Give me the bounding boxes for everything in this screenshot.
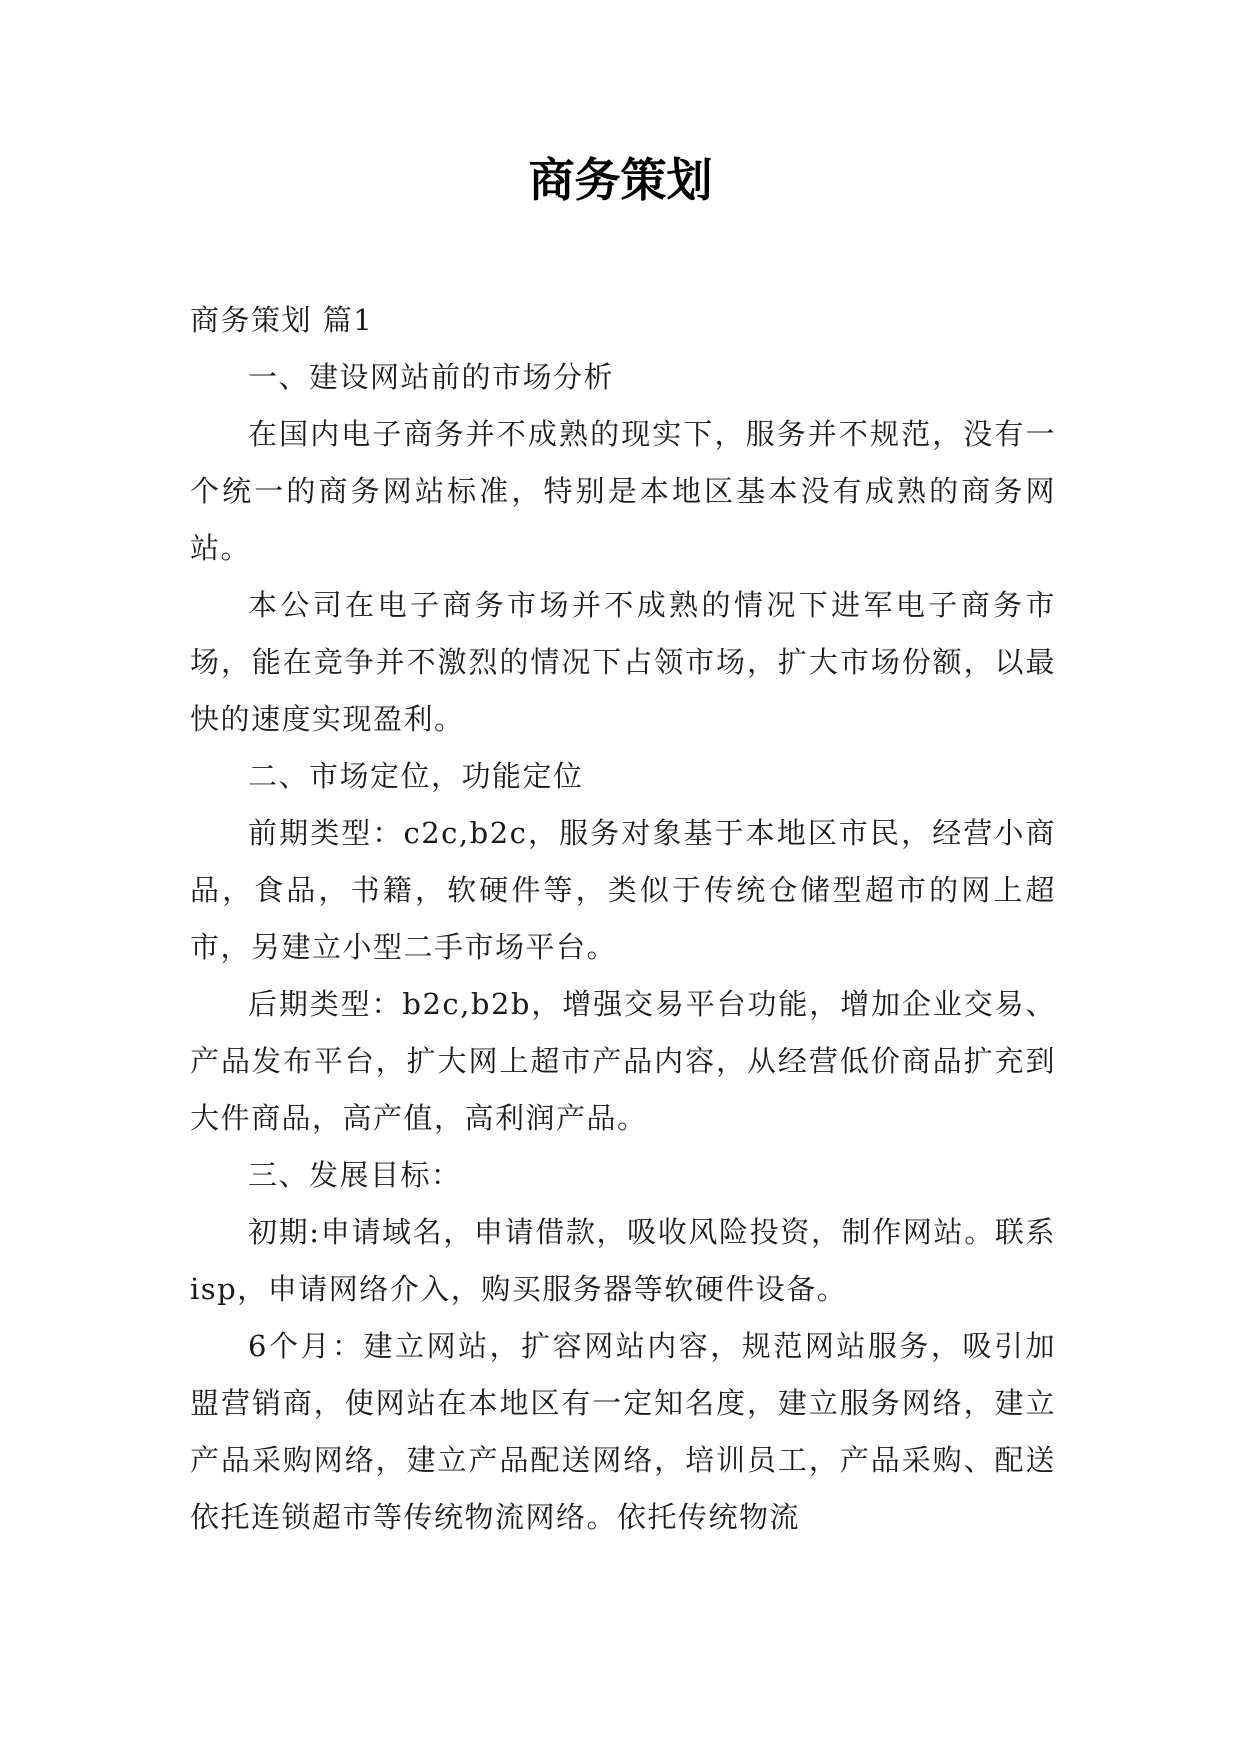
paragraph: 6个月：建立网站，扩容网站内容，规范网站服务，吸引加盟营销商，使网站在本地区有一定知名度，建立服务网络，建立产品采购网络，建立产品配送网络，培训员工，产品采购、配送依托连锁超市等传统物流网络。依托传统物流 — [190, 1329, 1056, 1534]
paragraph: 后期类型：b2c,b2b，增强交易平台功能，增加企业交易、产品发布平台，扩大网上超市产品内容，从经营低价商品扩充到大件商品，高产值，高利润产品。 — [190, 987, 1056, 1135]
document-body — [190, 292, 1056, 1546]
document-title: 商务策划 — [528, 153, 713, 207]
section-heading: 三、发展目标： — [248, 1158, 462, 1192]
paragraph: 初期:申请域名，申请借款，吸收风险投资，制作网站。联系isp，申请网络介入，购买服务器等软硬件设备。 — [190, 1215, 1056, 1306]
paragraph: 在国内电子商务并不成熟的现实下，服务并不规范，没有一个统一的商务网站标准，特别是本地区基本没有成熟的商务网站。 — [190, 417, 1056, 565]
paragraph: 前期类型：c2c,b2c，服务对象基于本地区市民，经营小商品，食品，书籍，软硬件等，类似于传统仓储型超市的网上超市，另建立小型二手市场平台。 — [190, 816, 1056, 964]
section-heading: 一、建设网站前的市场分析 — [248, 360, 615, 394]
paragraph: 本公司在电子商务市场并不成熟的情况下进军电子商务市场，能在竞争并不激烈的情况下占领市场，扩大市场份额，以最快的速度实现盈利。 — [190, 588, 1056, 736]
section-heading: 二、市场定位，功能定位 — [248, 759, 584, 793]
paragraph: 商务策划 篇1 — [190, 303, 374, 337]
